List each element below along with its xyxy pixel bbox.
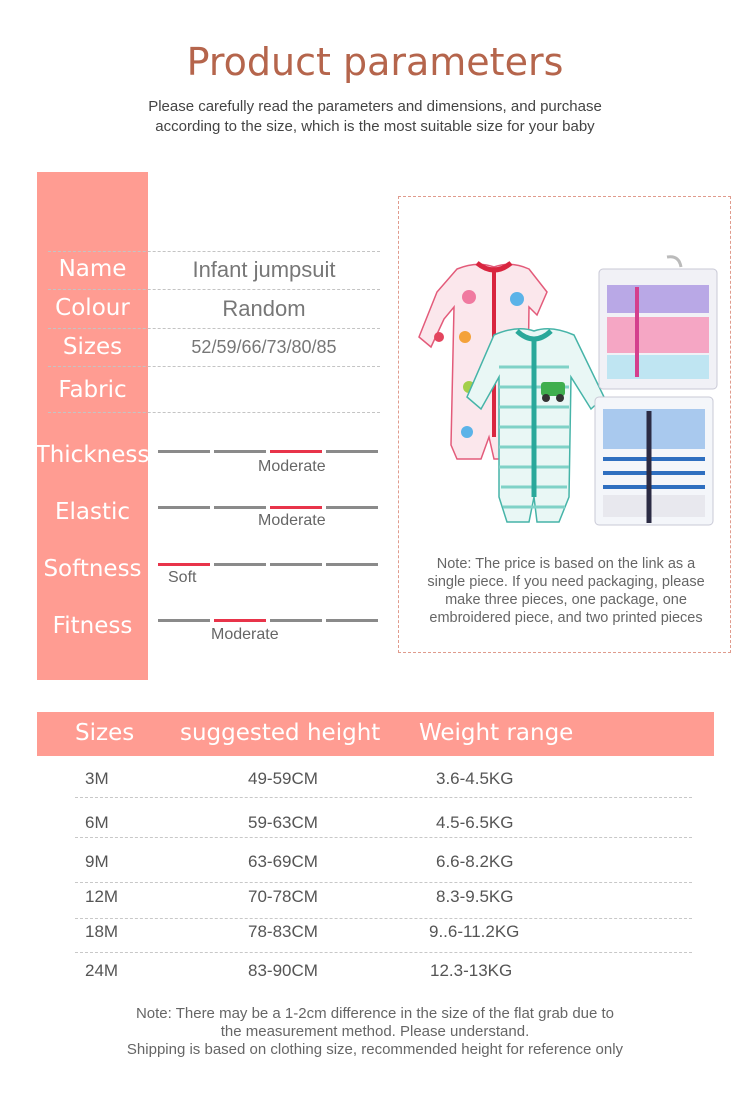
scale-segment — [158, 619, 210, 622]
scale-segment — [158, 563, 210, 566]
size-cell: 9M — [85, 852, 109, 871]
scale-segment — [326, 619, 378, 622]
weight-cell: 4.5-6.5KG — [436, 813, 514, 832]
param-colour-label: Colour — [55, 295, 130, 321]
header-sizes: Sizes — [75, 720, 135, 746]
param-sizes-value: 52/59/66/73/80/85 — [191, 337, 337, 357]
height-cell: 49-59CM — [248, 769, 318, 788]
footer-line-1: Note: There may be a 1-2cm difference in the size of the flat grab due to — [135, 1005, 615, 1022]
size-cell: 24M — [85, 961, 119, 980]
scale-segment — [270, 563, 322, 566]
softness-scale — [158, 563, 380, 566]
scale-segment — [214, 450, 266, 453]
height-cell: 83-90CM — [248, 961, 318, 980]
height-cell: 59-63CM — [248, 813, 318, 832]
size-cell: 12M — [85, 887, 119, 906]
weight-cell: 8.3-9.5KG — [436, 887, 514, 906]
scale-segment — [158, 506, 210, 509]
packaged-jumpsuits-illustration — [595, 257, 717, 525]
size-cell: 6M — [85, 813, 109, 832]
height-cell: 78-83CM — [248, 922, 318, 941]
row-divider — [48, 366, 380, 367]
footer-line-3: Shipping is based on clothing size, recommended height for reference only — [126, 1041, 624, 1058]
thickness-level-label: Moderate — [258, 458, 326, 475]
weight-cell: 12.3-13KG — [430, 961, 513, 980]
table-row — [75, 846, 692, 883]
page-title: Product parameters — [186, 40, 564, 84]
footer-note — [60, 1005, 690, 1059]
scale-segment — [326, 506, 378, 509]
page-subtitle: Please carefully read the parameters and dimensions, and purchase according to the size, which is the most suitable size for your baby — [148, 98, 602, 135]
size-cell: 3M — [85, 769, 109, 788]
scale-segment — [270, 506, 322, 509]
parameter-label-column — [37, 172, 148, 680]
row-divider — [48, 412, 380, 413]
scale-segment — [326, 563, 378, 566]
table-row — [75, 918, 692, 953]
param-thickness-label: Thickness — [35, 442, 150, 468]
row-divider — [48, 289, 380, 290]
height-cell: 63-69CM — [248, 852, 318, 871]
table-row — [75, 801, 692, 838]
param-fabric-label: Fabric — [58, 377, 127, 403]
softness-level-label: Soft — [168, 569, 197, 586]
param-name-value: Infant jumpsuit — [192, 257, 336, 282]
weight-cell: 3.6-4.5KG — [436, 769, 514, 788]
scale-segment — [270, 619, 322, 622]
row-divider — [48, 328, 380, 329]
param-elastic-label: Elastic — [54, 499, 131, 525]
scale-segment — [270, 450, 322, 453]
weight-cell: 9..6-11.2KG — [429, 922, 520, 941]
header-suggested-height: suggested height — [180, 720, 381, 746]
fitness-scale — [158, 619, 380, 622]
param-sizes-label: Sizes — [62, 334, 123, 360]
row-divider — [48, 251, 380, 252]
table-row — [75, 882, 692, 919]
footer-line-2: the measurement method. Please understand. — [220, 1023, 530, 1040]
elastic-scale — [158, 506, 380, 509]
header-weight-range: Weight range — [419, 720, 574, 746]
scale-segment — [158, 450, 210, 453]
size-cell: 18M — [85, 922, 119, 941]
scale-segment — [214, 563, 266, 566]
scale-segment — [214, 619, 266, 622]
param-name-label: Name — [58, 256, 127, 282]
scale-segment — [214, 506, 266, 509]
weight-cell: 6.6-8.2KG — [436, 852, 514, 871]
scale-segment — [326, 450, 378, 453]
param-fitness-label: Fitness — [52, 613, 133, 639]
size-table-header — [37, 712, 714, 756]
price-note: Note: The price is based on the link as a single piece. If you need packaging, please make three pieces, one package, one embroidered piece, and two printed pieces — [427, 556, 705, 626]
table-row — [75, 953, 692, 987]
param-colour-value: Random — [222, 296, 306, 321]
fitness-level-label: Moderate — [211, 626, 279, 643]
elastic-level-label: Moderate — [258, 512, 326, 529]
height-cell: 70-78CM — [248, 887, 318, 906]
table-row — [75, 761, 692, 798]
thickness-scale — [158, 450, 380, 453]
param-softness-label: Softness — [43, 556, 142, 582]
